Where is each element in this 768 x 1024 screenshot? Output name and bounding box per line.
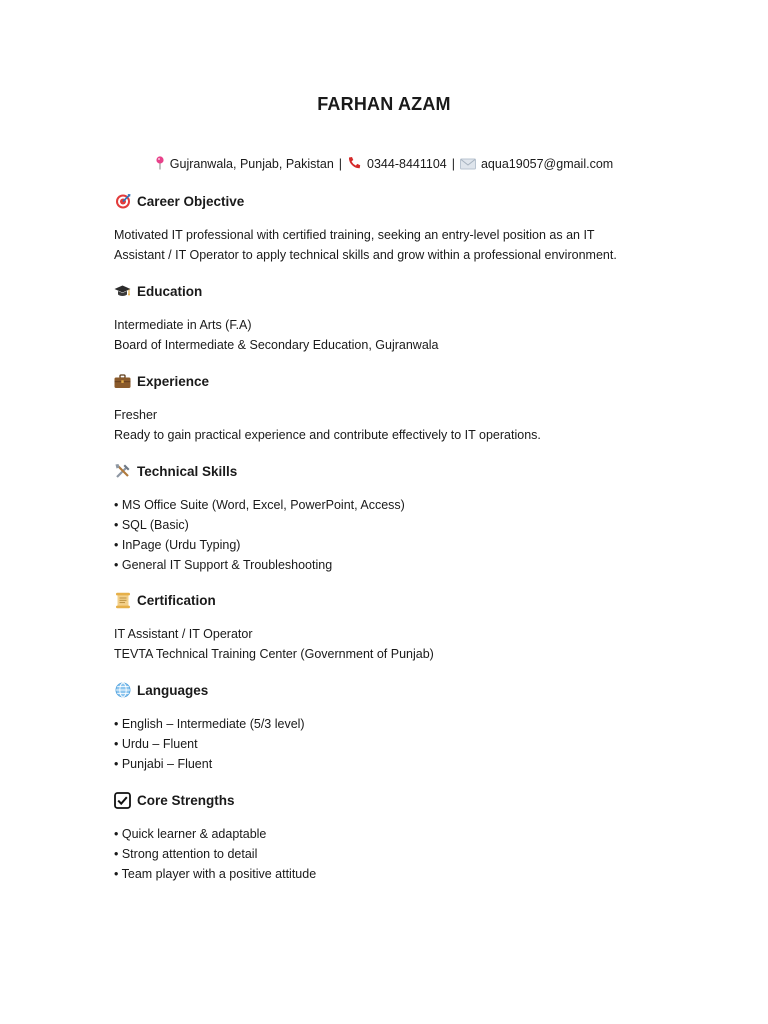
list-item: • InPage (Urdu Typing) — [114, 538, 241, 552]
target-icon — [114, 193, 131, 210]
list-item: • General IT Support & Troubleshooting — [114, 558, 333, 572]
list-item: • Urdu – Fluent — [114, 737, 198, 751]
scroll-icon — [114, 592, 131, 609]
body-line: Board of Intermediate & Secondary Education, Gujranwala — [114, 338, 439, 352]
graduation-cap-icon — [114, 283, 131, 300]
section-body — [114, 714, 674, 774]
checkbox-icon — [114, 792, 131, 809]
section-heading — [114, 281, 674, 301]
section-body — [114, 315, 674, 355]
body-line: IT Assistant / IT Operator — [114, 627, 253, 641]
section-certification — [114, 590, 674, 664]
contact-line — [0, 156, 768, 173]
section-education — [114, 281, 674, 355]
body-line: Assistant / IT Operator to apply technical skills and grow within a professional environment. — [114, 248, 617, 262]
list-item: • Team player with a positive attitude — [114, 867, 317, 881]
body-line: Fresher — [114, 408, 158, 422]
section-body — [114, 624, 674, 664]
body-line: Intermediate in Arts (F.A) — [114, 318, 252, 332]
section-heading — [114, 590, 674, 610]
section-heading — [114, 790, 674, 810]
section-title: Certification — [137, 592, 216, 608]
section-heading — [114, 191, 674, 211]
section-heading — [114, 461, 674, 481]
phone-icon — [347, 156, 362, 173]
contact-separator: | — [338, 157, 343, 171]
body-line: Motivated IT professional with certified training, seeking an entry-level position as an IT — [114, 228, 595, 242]
section-body — [114, 495, 674, 575]
section-career-objective — [114, 191, 674, 265]
section-title: Languages — [137, 682, 209, 698]
section-title: Career Objective — [137, 193, 245, 209]
body-line: Ready to gain practical experience and contribute effectively to IT operations. — [114, 428, 541, 442]
phone-text: 0344-8441104 — [367, 157, 447, 171]
location-pin-icon — [155, 156, 165, 173]
candidate-name: FARHAN AZAM — [317, 94, 451, 114]
tools-icon — [114, 463, 131, 480]
section-body — [114, 405, 674, 445]
section-technical-skills — [114, 461, 674, 575]
list-item: • English – Intermediate (5/3 level) — [114, 717, 305, 731]
email-link[interactable]: aqua19057@gmail.com — [480, 157, 614, 171]
list-item: • MS Office Suite (Word, Excel, PowerPoint, Access) — [114, 498, 405, 512]
section-body — [114, 225, 674, 265]
briefcase-icon — [114, 373, 131, 390]
section-core-strengths — [114, 790, 674, 884]
section-languages — [114, 680, 674, 774]
section-title: Experience — [137, 373, 210, 389]
section-title: Technical Skills — [137, 463, 238, 479]
body-line: TEVTA Technical Training Center (Government of Punjab) — [114, 647, 434, 661]
list-item: • Punjabi – Fluent — [114, 757, 213, 771]
envelope-icon — [460, 158, 476, 173]
section-title: Education — [137, 283, 203, 299]
section-body — [114, 824, 674, 884]
contact-separator: | — [451, 157, 455, 171]
globe-icon — [114, 682, 131, 699]
section-title: Core Strengths — [137, 792, 235, 808]
location-text: Gujranwala, Punjab, Pakistan — [169, 157, 334, 171]
section-heading — [114, 680, 674, 700]
section-heading — [114, 371, 674, 391]
list-item: • Strong attention to detail — [114, 847, 258, 861]
list-item: • SQL (Basic) — [114, 518, 189, 532]
section-experience — [114, 371, 674, 445]
list-item: • Quick learner & adaptable — [114, 827, 267, 841]
